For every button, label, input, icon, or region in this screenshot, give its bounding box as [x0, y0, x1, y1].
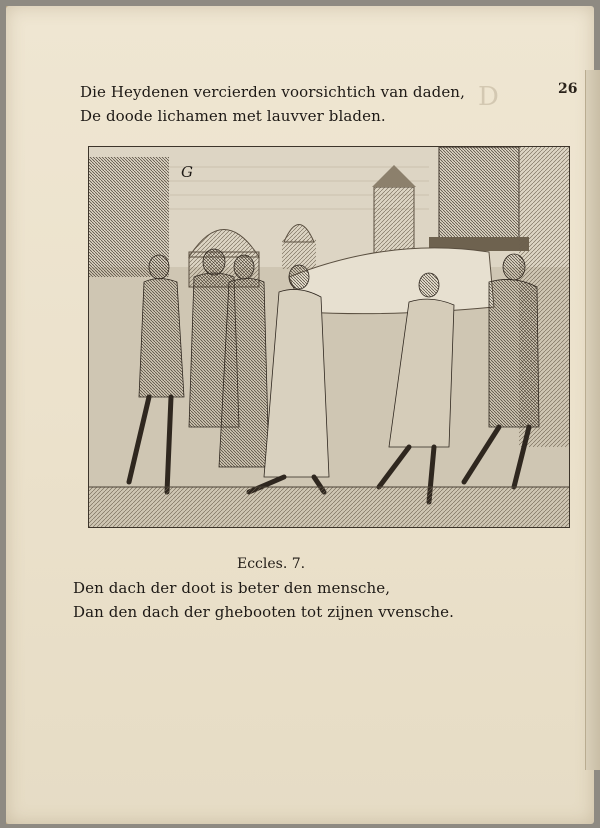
verse-top-line-2: De doode lichamen met lauvver bladen.: [80, 107, 386, 125]
next-page-edge: [585, 70, 600, 770]
verse-bottom-line-1: Den dach der doot is beter den mensche,: [73, 579, 391, 597]
verse-top-line-1: Die Heydenen vercierden voorsichtich van daden,: [80, 83, 465, 101]
engraving-illustration: [88, 146, 570, 528]
engraving-scene-svg: [89, 147, 569, 527]
verse-bottom-line-2: Dan den dach der ghebooten tot zijnen vvensche.: [73, 603, 454, 621]
page-number: 26: [558, 81, 578, 97]
plate-letter: G: [181, 163, 193, 181]
show-through-letter: D: [478, 82, 499, 112]
bible-citation: Eccles. 7.: [237, 556, 306, 572]
